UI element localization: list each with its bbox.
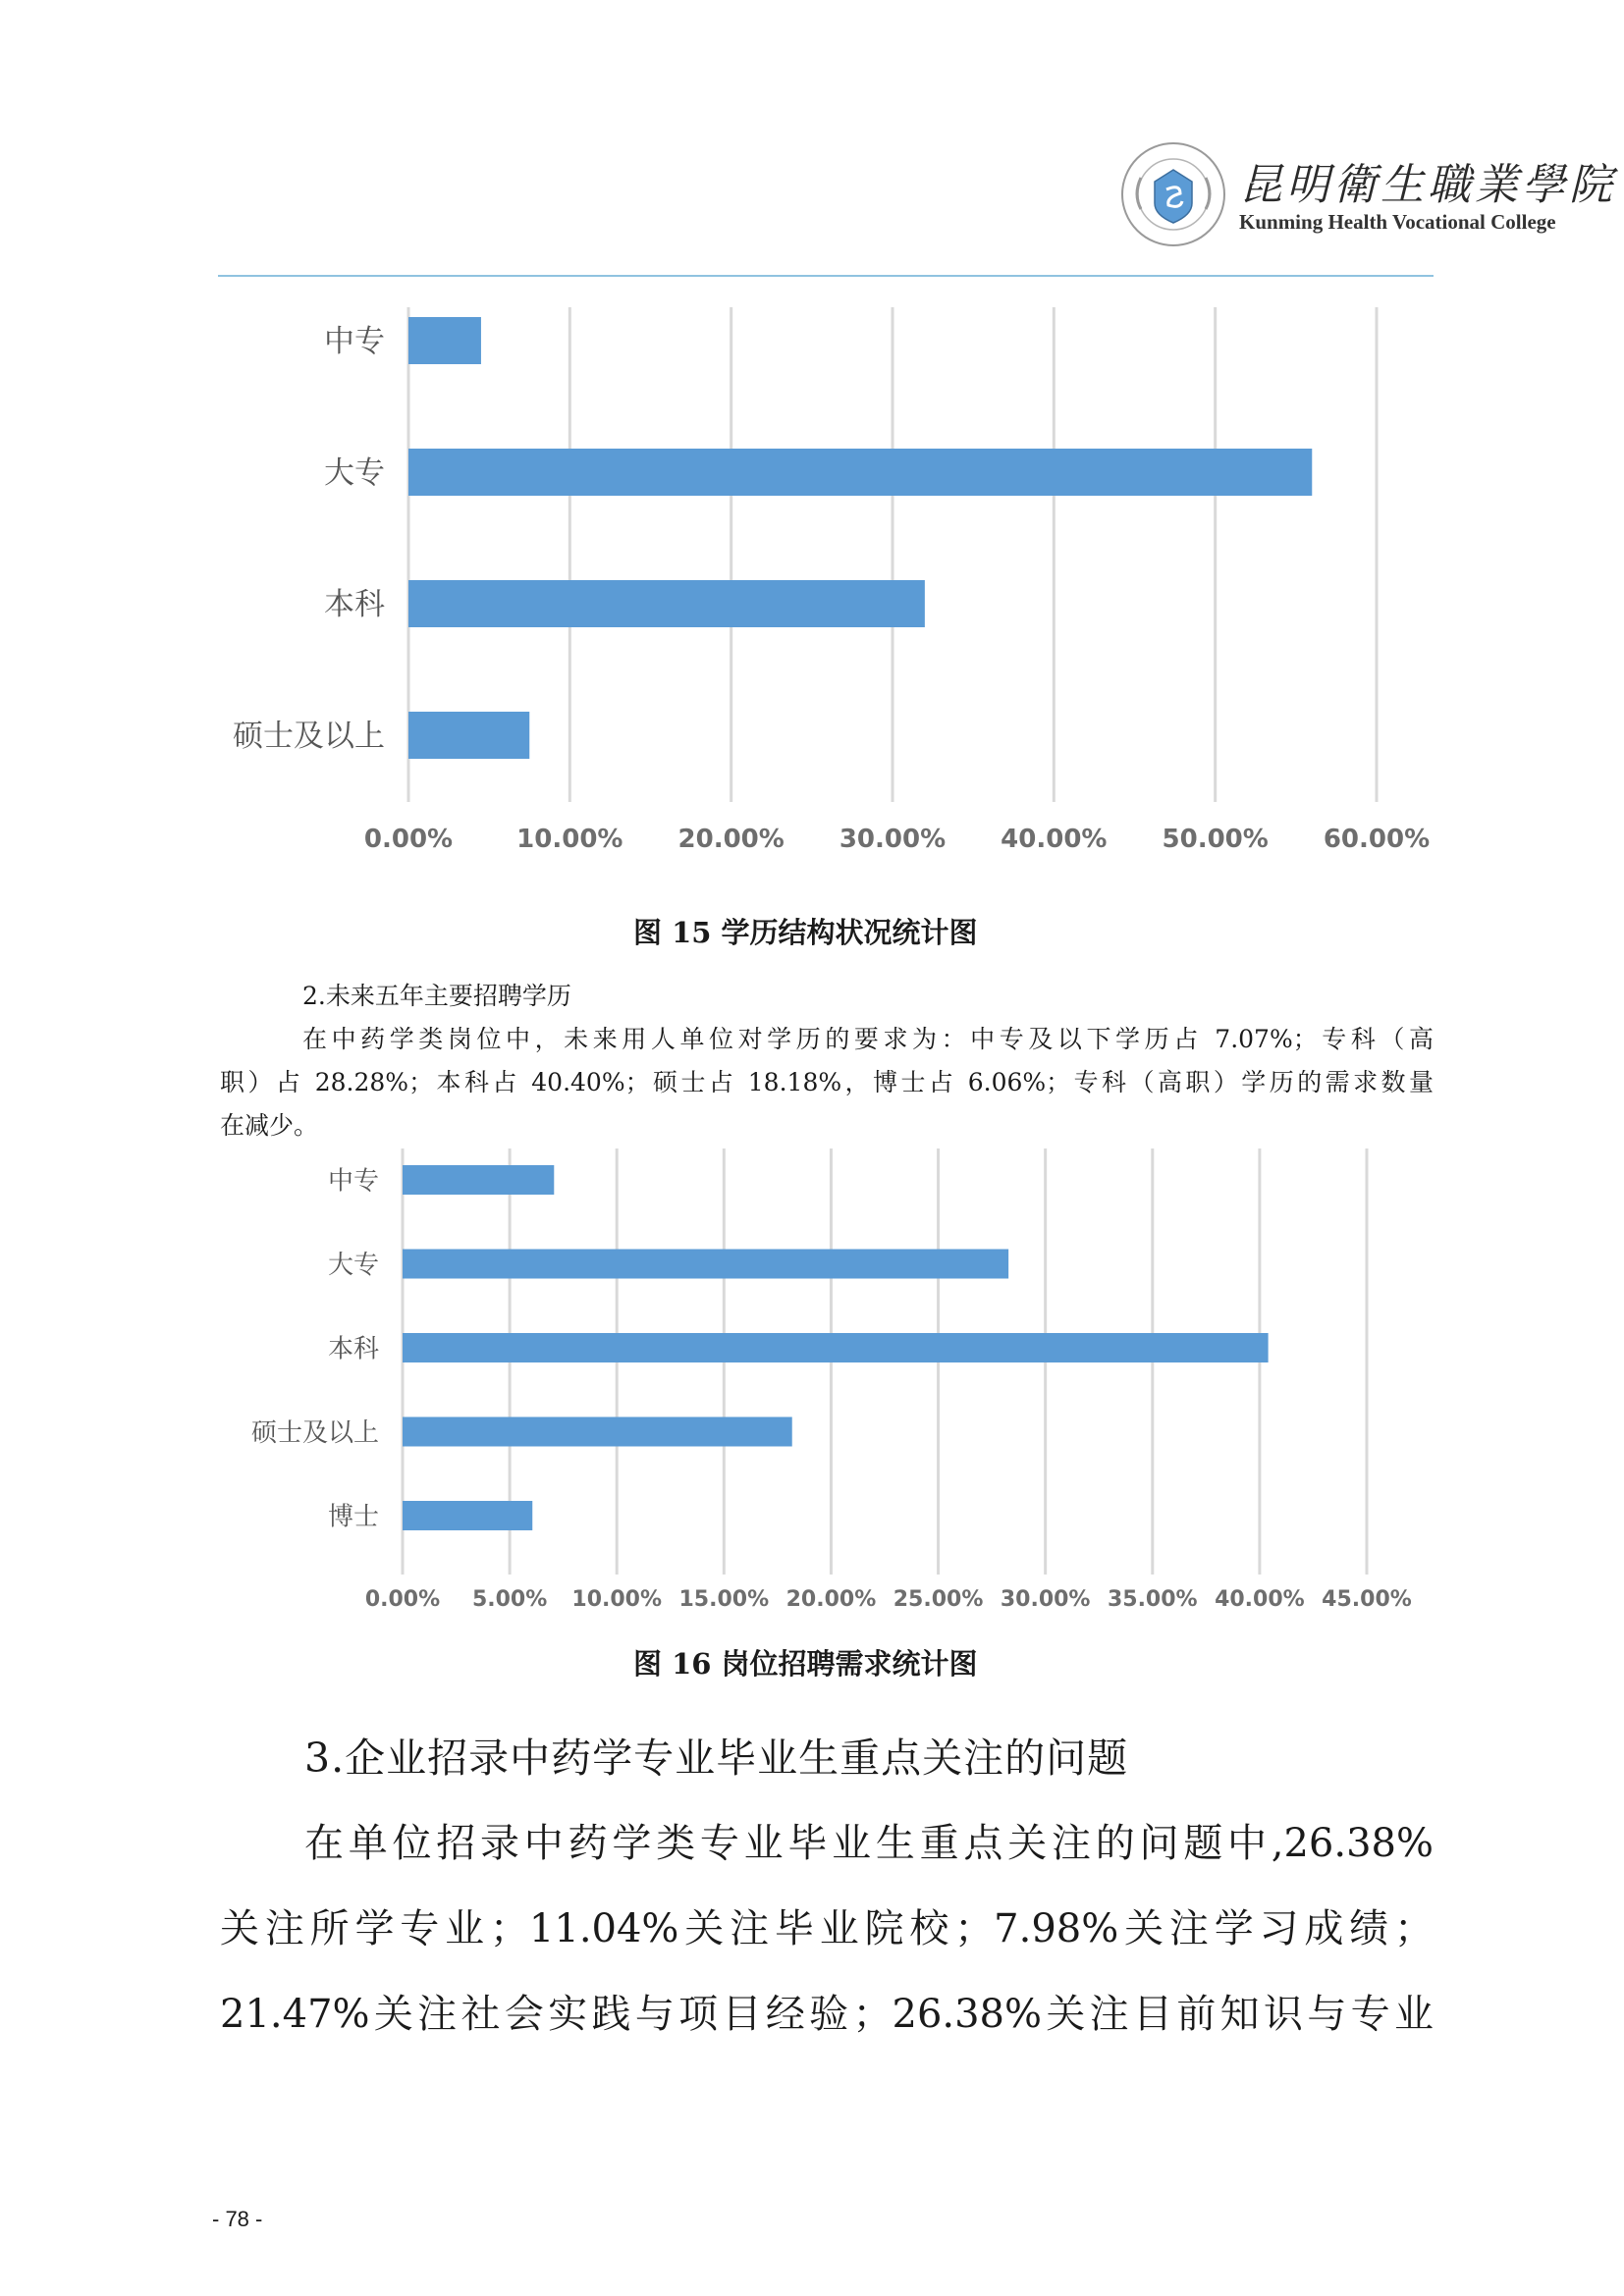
section-3-heading: 3.企业招录中药学专业毕业生重点关注的问题 xyxy=(304,1735,1129,1782)
section-3-line: 在单位招录中药学类专业毕业生重点关注的问题中,26.38% xyxy=(304,1821,1434,1866)
x-tick-label: 35.00% xyxy=(1107,1587,1198,1610)
x-tick-label: 40.00% xyxy=(1215,1587,1305,1610)
x-tick-label: 30.00% xyxy=(839,825,947,854)
category-label: 中专 xyxy=(327,1166,379,1197)
category-label: 大专 xyxy=(324,455,385,492)
x-tick-label: 15.00% xyxy=(678,1587,770,1610)
figure-16-caption: 图 16 岗位招聘需求统计图 xyxy=(633,1647,978,1681)
paragraph-line: 在中药学类岗位中，未来用人单位对学历的要求为：中专及以下学历占 7.07%；专科（高 xyxy=(302,1025,1434,1053)
x-tick-label: 20.00% xyxy=(785,1587,877,1610)
category-label: 硕士及以上 xyxy=(250,1417,379,1448)
category-label: 本科 xyxy=(327,1334,379,1364)
x-tick-label: 0.00% xyxy=(364,1587,441,1610)
x-tick-label: 10.00% xyxy=(571,1587,663,1610)
college-name-english: Kunming Health Vocational College xyxy=(1239,210,1556,234)
category-label: 博士 xyxy=(327,1502,379,1532)
category-label: 本科 xyxy=(324,587,385,623)
x-tick-label: 40.00% xyxy=(1001,825,1108,854)
college-name-chinese: 昆明衛生職業學院 xyxy=(1239,160,1616,210)
bar xyxy=(408,580,925,627)
x-tick-label: 25.00% xyxy=(893,1587,984,1610)
figure-15-caption: 图 15 学历结构状况统计图 xyxy=(633,916,978,949)
header-divider xyxy=(218,275,1434,277)
category-label: 中专 xyxy=(324,324,385,360)
page-number: - 78 - xyxy=(212,2207,263,2231)
bar xyxy=(408,712,529,759)
x-tick-label: 10.00% xyxy=(516,825,623,854)
bar xyxy=(403,1333,1269,1362)
x-tick-label: 20.00% xyxy=(677,825,785,854)
paragraph-line: 在减少。 xyxy=(220,1111,319,1140)
category-label: 大专 xyxy=(327,1250,379,1280)
x-tick-label: 0.00% xyxy=(363,825,454,854)
category-label: 硕士及以上 xyxy=(233,719,385,755)
education-structure-bar-chart xyxy=(0,290,1624,879)
paragraph-line: 职）占 28.28%；本科占 40.40%；硕士占 18.18%，博士占 6.06%；专科（高职）学历的需求数量 xyxy=(220,1068,1434,1096)
bar xyxy=(403,1417,792,1447)
x-tick-label: 5.00% xyxy=(471,1587,548,1610)
bar xyxy=(403,1250,1008,1279)
section-3-line: 21.47%关注社会实践与项目经验；26.38%关注目前知识与专业 xyxy=(220,1992,1434,2037)
section-3-line: 关注所学专业；11.04%关注毕业院校；7.98%关注学习成绩； xyxy=(220,1906,1434,1951)
recruitment-demand-bar-chart xyxy=(0,1148,1624,1610)
x-tick-label: 60.00% xyxy=(1323,825,1431,854)
x-tick-label: 50.00% xyxy=(1162,825,1269,854)
section-2-heading: 2.未来五年主要招聘学历 xyxy=(302,982,571,1010)
x-tick-label: 45.00% xyxy=(1322,1587,1412,1610)
bar xyxy=(408,449,1312,496)
section-2-paragraph xyxy=(220,1018,1434,1148)
bar xyxy=(408,317,481,364)
bar xyxy=(403,1501,532,1530)
x-tick-label: 30.00% xyxy=(1000,1587,1091,1610)
college-seal-logo xyxy=(1119,140,1227,248)
bar xyxy=(403,1165,554,1195)
